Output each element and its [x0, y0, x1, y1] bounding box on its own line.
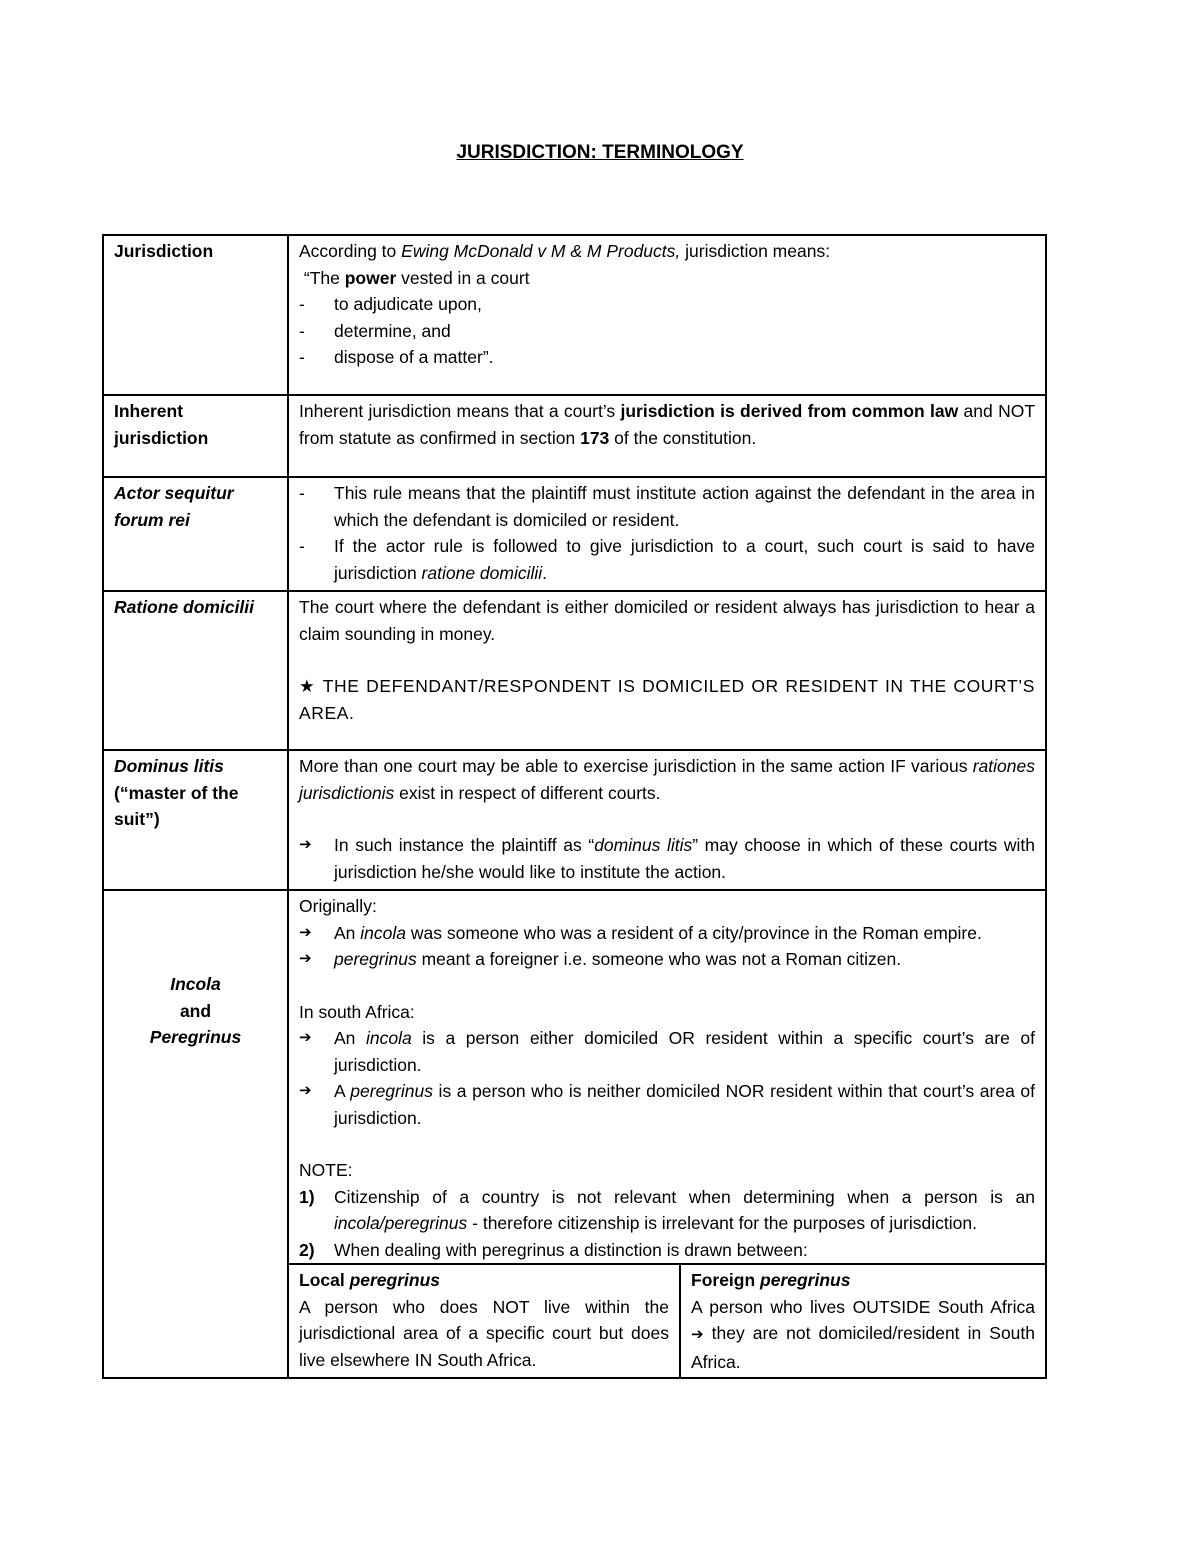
case-name: Ewing McDonald v M & M Products, — [401, 241, 681, 261]
orig2-b: meant a foreigner i.e. someone who was not a Roman citizen. — [416, 949, 902, 969]
definition-cell — [288, 477, 1046, 591]
terminology-table — [102, 234, 1047, 1379]
definition-cell — [288, 395, 1046, 477]
ratione-note-text: THE DEFENDANT/RESPONDENT IS DOMICILED OR RESIDENT IN THE COURT’S AREA. — [299, 676, 1035, 723]
local-heading — [299, 1267, 669, 1294]
local-peregrinus-cell — [289, 1264, 680, 1377]
intro-prefix: According to — [299, 241, 402, 261]
definition-intro — [299, 238, 1035, 265]
note1-italic: incola/peregrinus — [334, 1213, 468, 1233]
intro-suffix: jurisdiction means: — [680, 241, 831, 261]
spacer — [299, 806, 1035, 832]
note1-b: - therefore citizenship is irrelevant for the purposes of jurisdiction. — [467, 1213, 977, 1233]
incola-body — [289, 891, 1045, 1263]
originally-list — [299, 920, 1035, 973]
table-row — [103, 890, 1046, 1378]
term-cell — [103, 591, 288, 750]
note-list — [299, 1184, 1035, 1264]
list-item: - This rule means that the plaintiff must institute action against the defendant in the area in which the defendant is domiciled or resident. — [299, 480, 1035, 533]
table-row — [103, 591, 1046, 750]
table-row — [103, 235, 1046, 395]
note1-mark: 1) — [299, 1186, 315, 1207]
sa-list — [299, 1025, 1035, 1131]
list-item — [299, 1025, 1035, 1078]
note2-mark: 2) — [299, 1239, 315, 1260]
actor-item2-suffix: . — [542, 562, 548, 583]
note2-text: When dealing with peregrinus a distinction is drawn between: — [334, 1239, 808, 1260]
term-peregrinus: Peregrinus — [149, 1027, 242, 1047]
definition-cell — [288, 750, 1046, 890]
orig1-italic: incola — [360, 922, 407, 943]
sa-heading: In south Africa: — [299, 1001, 415, 1022]
list-item — [299, 1184, 1035, 1237]
foreign-heading — [691, 1267, 1035, 1294]
quote-open: “The — [299, 267, 345, 288]
term-cell — [103, 890, 288, 1378]
list-item — [299, 533, 1035, 586]
table-row — [103, 395, 1046, 477]
list-item — [299, 1078, 1035, 1131]
dominus-text-italic: rationes jurisdictionis — [299, 756, 1035, 803]
term-actor: Actor sequitur forum rei — [114, 483, 234, 530]
page-title: JURISDICTION: TERMINOLOGY — [456, 142, 744, 163]
arrow-right-icon: ➔ — [691, 1326, 704, 1343]
definition-list — [299, 291, 1035, 371]
originally-heading: Originally: — [299, 896, 377, 916]
foreign-peregrinus-cell — [680, 1264, 1045, 1377]
foreign-heading-a: Foreign — [691, 1270, 761, 1290]
orig1-a: An — [334, 922, 361, 943]
term-cell — [103, 395, 288, 477]
term-inherent: Inherent jurisdiction — [114, 401, 209, 448]
inherent-text-bold: jurisdiction is derived from common law — [620, 401, 959, 421]
actor-item2-prefix: If the actor rule is followed to give jurisdiction to a court, such court is said to have jurisdiction — [334, 536, 1035, 583]
table-row — [289, 1264, 1045, 1377]
term-dominus-gloss: (“master of the suit”) — [114, 782, 239, 829]
star-icon: ★ — [299, 676, 317, 696]
definition-cell — [288, 235, 1046, 395]
sa1-italic: incola — [365, 1028, 412, 1048]
ratione-note — [299, 673, 1035, 726]
spacer — [299, 973, 1035, 999]
sa2-italic: peregrinus — [350, 1081, 433, 1101]
sa2-a: A — [334, 1081, 351, 1101]
quote-rest: vested in a court — [396, 267, 530, 288]
dominus-arrow-b: ” may choose in which of these courts with jurisdiction he/she would like to institute the action. — [334, 835, 1035, 882]
ratione-text: The court where the defendant is either domiciled or resident always has jurisdiction to hear a claim sounding in money. — [299, 597, 1035, 644]
foreign-text-a: A person who lives OUTSIDE South Africa — [691, 1296, 1035, 1317]
term-cell — [103, 235, 288, 395]
table-row — [103, 750, 1046, 890]
list-item — [299, 946, 1035, 973]
term-ratione: Ratione domicilii — [114, 597, 255, 617]
term-dominus: Dominus litis — [114, 756, 224, 776]
note-heading: NOTE: — [299, 1160, 353, 1180]
term-cell — [103, 750, 288, 890]
term-and: and — [179, 1000, 212, 1021]
dominus-text — [299, 753, 1035, 806]
orig1-b: was someone who was a resident of a city/province in the Roman empire. — [406, 922, 982, 943]
spacer — [299, 1131, 1035, 1157]
quote-bold: power — [344, 267, 397, 288]
section-number: 173 — [580, 427, 610, 448]
term-incola: Incola — [170, 974, 221, 994]
term-jurisdiction: Jurisdiction — [114, 241, 214, 261]
list-item: - determine, and — [299, 318, 1035, 345]
local-heading-a: Local — [299, 1270, 350, 1290]
inherent-text-b: and NOT from statute as confirmed in section — [299, 401, 1036, 448]
dominus-arrow-italic: dominus litis — [594, 835, 693, 855]
foreign-heading-italic: peregrinus — [760, 1270, 851, 1290]
list-item: - to adjudicate upon, — [299, 291, 1035, 318]
dominus-text-a: More than one court may be able to exercise jurisdiction in the same action IF various — [299, 756, 973, 776]
sa1-a: An — [334, 1028, 366, 1048]
inherent-text-a: Inherent jurisdiction means that a court’s — [299, 401, 621, 421]
dominus-arrow-list — [299, 832, 1035, 885]
local-text: A person who does NOT live within the jurisdictional area of a specific court but does live elsewhere IN South Africa. — [299, 1296, 669, 1370]
foreign-text — [691, 1294, 1035, 1376]
term-cell — [103, 477, 288, 591]
local-heading-italic: peregrinus — [349, 1270, 441, 1290]
sa2-b: is a person who is neither domiciled NOR resident within that court’s area of jurisdiction. — [334, 1081, 1035, 1128]
inherent-text-c: of the constitution. — [609, 427, 757, 448]
dominus-arrow-a: In such instance the plaintiff as “ — [334, 835, 595, 855]
definition-cell — [288, 890, 1046, 1378]
list-item — [299, 1237, 1035, 1264]
definition-quote — [299, 265, 1035, 292]
peregrinus-subtable — [289, 1263, 1045, 1377]
actor-list — [299, 480, 1035, 586]
list-item — [299, 920, 1035, 947]
foreign-text-b: they are not domiciled/resident in South Africa. — [691, 1323, 1035, 1372]
actor-item2-italic: ratione domicilii — [421, 562, 543, 583]
list-item — [299, 832, 1035, 885]
spacer — [299, 647, 1035, 673]
orig2-italic: peregrinus — [334, 949, 417, 969]
sa1-b: is a person either domiciled OR resident within a specific court’s are of jurisdiction. — [334, 1028, 1035, 1075]
list-item: - dispose of a matter”. — [299, 344, 1035, 371]
dominus-text-b: exist in respect of different courts. — [394, 782, 661, 803]
definition-cell — [288, 591, 1046, 750]
note1-a: Citizenship of a country is not relevant when determining when a person is an — [334, 1186, 1035, 1207]
table-row — [103, 477, 1046, 591]
